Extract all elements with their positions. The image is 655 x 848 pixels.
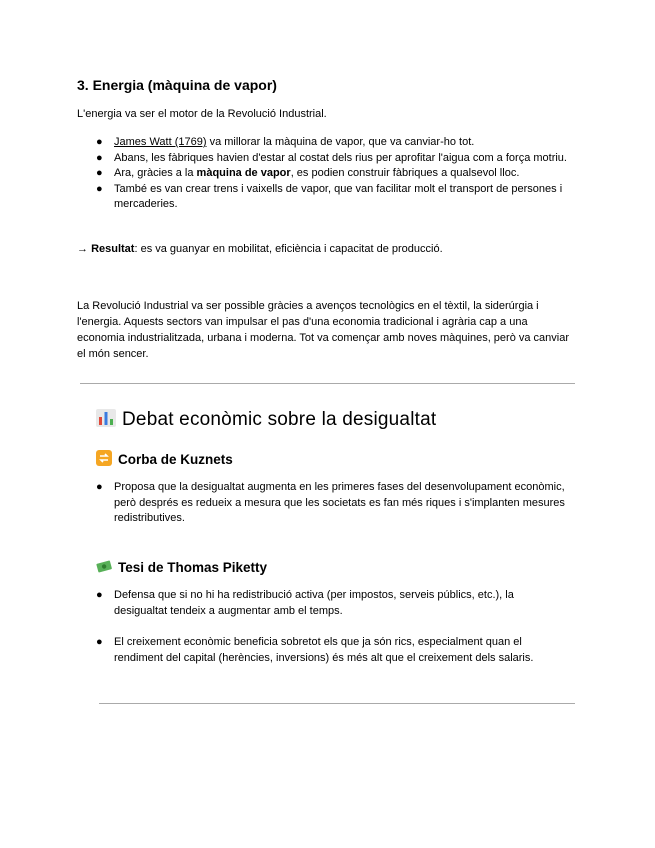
- bullet-icon: ●: [96, 481, 103, 493]
- list-item: ● Defensa que si no hi ha redistribució activa (per impostos, serveis públics, etc.), la desigualtat tendeix a augmentar amb el temps.: [96, 589, 514, 617]
- bar-chart-icon: [96, 409, 116, 433]
- list-item: ● Ara, gràcies a la màquina de vapor, es podien construir fàbriques a qualsevol lloc.: [96, 166, 576, 182]
- list-item: ● El creixement econòmic beneficia sobretot els que ja són rics, especialment quan el rendiment del capital (herències, inversions) és més alt que el creixement dels salaris.: [96, 636, 534, 664]
- bullet-icon: ●: [96, 151, 103, 164]
- energy-result: → Resultat: es va guanyar en mobilitat, eficiència i capacitat de producció.: [77, 243, 443, 255]
- energy-bullet-list: [96, 135, 576, 213]
- arrow-icon: →: [77, 243, 88, 255]
- bullet-icon: ●: [96, 167, 103, 179]
- list-item: ● James Watt (1769) va millorar la màquina de vapor, que va canviar-ho tot.: [96, 135, 576, 151]
- piketty-heading: Tesi de Thomas Piketty: [96, 558, 267, 577]
- kuznets-bullet-list: [96, 480, 566, 527]
- summary-paragraph: La Revolució Industrial va ser possible gràcies a avenços tecnològics en el tèxtil, la siderúrgia i l'energia. Aquests sectors van impulsar el pas d'una economia tradicional i agrària cap a una economia industrialitzada, urbana i moderna. Tot va començar amb noves màquines, però va canviar el món sencer.: [77, 300, 570, 360]
- energy-intro: L'energia va ser el motor de la Revolució Industrial.: [77, 108, 327, 120]
- kuznets-heading: Corba de Kuznets: [96, 450, 233, 469]
- list-item: ● Abans, les fàbriques havien d'estar al costat dels rius per aprofitar l'aigua com a força motriu.: [96, 151, 576, 167]
- list-item: ● Proposa que la desigualtat augmenta en les primeres fases del desenvolupament econòmic, però després es redueix a mesura que les societats es fan més riques i s'implanten mesures redistributives.: [96, 481, 565, 524]
- bullet-icon: ●: [96, 636, 103, 648]
- piketty-bullet-list: [96, 588, 566, 666]
- bullet-icon: ●: [96, 136, 103, 148]
- james-watt-link[interactable]: James Watt (1769): [114, 136, 207, 148]
- bullet-icon: ●: [96, 589, 103, 601]
- bullet-icon: ●: [96, 182, 103, 195]
- section-heading-energy: 3. Energia (màquina de vapor): [77, 77, 277, 93]
- list-item: ● També es van crear trens i vaixells de vapor, que van facilitar molt el transport de persones i mercaderies.: [96, 182, 563, 210]
- debate-title: Debat econòmic sobre la desigualtat: [96, 409, 436, 433]
- horizontal-rule: [99, 703, 575, 704]
- money-icon: [96, 558, 112, 577]
- repeat-icon: [96, 450, 112, 469]
- horizontal-rule: [80, 383, 575, 384]
